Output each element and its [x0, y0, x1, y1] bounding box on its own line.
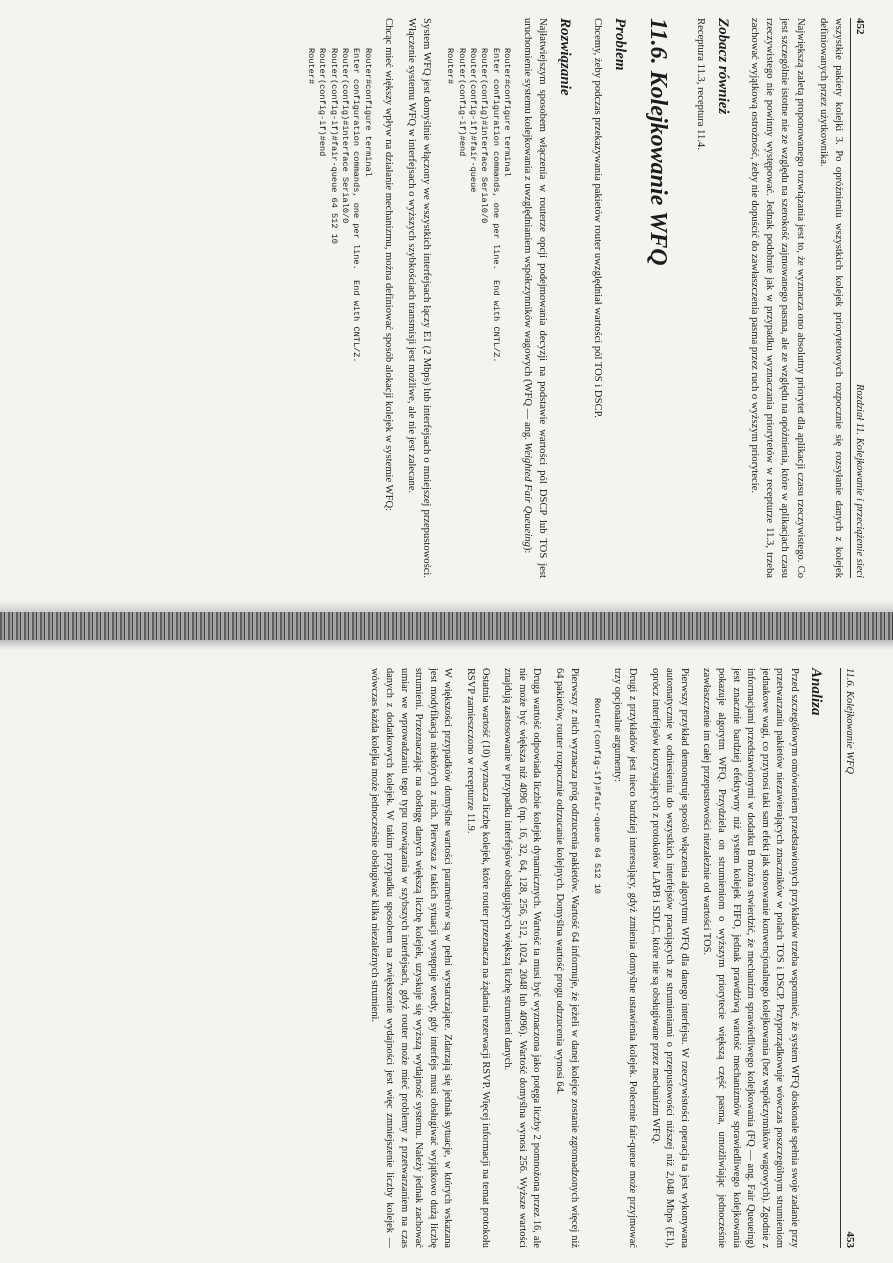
paragraph: Pierwszy z nich wyznacza próg odrzucenia pakietów. Wartość 64 informuje, że jeżeli w danej kolejce zostanie zgromadzonych więcej niż 64 pakietów, router rozpocznie odrzucanie kolejnych. Domyślna wartość progu odrzucenia wynosi 64.	[553, 668, 580, 1248]
page-452	[8, 0, 878, 600]
chapter-title: 11.6. Kolejkowanie WFQ	[644, 18, 671, 266]
code-listing: Router#configure terminal Enter configuration commands, one per line. End with CNTL/Z. Router(config)#interface Serial0/0 Router(config-if)#fair-queue Router(config-if)#end Router#	[445, 48, 512, 363]
section-heading-analysis: Analiza	[808, 668, 824, 716]
paragraph: wszystkie pakiety kolejki 3. Po opróżnieniu wszystkich kolejek priorytetowych rozpocznie się rozsyłanie danych z kolejek definiowanych przez użytkownika.	[817, 18, 844, 578]
paragraph: Chcąc mieć większy wpływ na działanie mechanizmu, można definiować sposób alokacji kolejek w systemie WFQ:	[382, 18, 394, 512]
code-listing: Router#configure terminal Enter configuration commands, one per line. End with CNTL/Z. Router(config)#interface Serial0/0 Router(config-if)#fair-queue 64 512 10 Router(config-if)#end Router#	[306, 48, 373, 363]
problem-text: Chcemy, żeby podczas przekazywania pakietów router uwzględniał wartości pól TOS i DSCP.	[591, 18, 603, 418]
paragraph: Drugi z przykładów jest nieco bardziej interesujący, gdyż zmienia domyślne ustawienia kolejek. Polecenie fair-queue może przyjmować trzy opcjonalne argumenty:	[612, 668, 639, 1248]
page-453-region	[0, 650, 893, 1263]
binding-shadow	[0, 600, 893, 612]
page-header	[840, 668, 856, 1248]
code-listing: Router(config-if)#fair-queue 64 512 10	[591, 698, 602, 894]
running-header: Rozdział 11. Kolejkowanie i przeciążenie sieci	[854, 383, 865, 578]
paragraph: Przed szczegółowym omówieniem przedstawionych przykładów trzeba wspomnieć, że system WFQ doskonale spełnia swoje zadanie przy przetwarzaniu pakietów niezawierających znaczników w polach TOS i DSCP. Przyporządkowuje wówczas poszczególnym strumieniom jednakowe wagi, co przynosi taki sam efekt jak stosowanie konwencjonalnego kolejkowania (bez współczynników wagowych). Zgodnie z informacjami przedstawionymi w dodatku B można stwierdzić, że mechanizm sprawiedliwego kolejkowania (FQ — ang. Fair Queueing) jest znacznie bardziej efektywny niż system kolejek FIFO, jednak prawdziwą wartość mechanizmów sprawiedliwego kolejkowania pokazuje algorytm WFQ. Przydziela on strumieniom o wyższym priorytecie większą część pasma, umożliwiając jednocześnie zawłaszczenie im całej przepustowości niezależnie od wartości TOS.	[701, 668, 800, 1248]
page-453-content	[30, 650, 870, 1250]
paragraph: System WFQ jest domyślnie włączony we wszystkich interfejsach łączy E1 (2 Mbps) lub interfejsach o mniejszej przepustowości. Włączenie systemu WFQ w interfejsach o wyższych szybkościach transmisji jest możliwe, ale nie jest zalecane.	[405, 18, 433, 578]
section-heading-solution: Rozwiązanie	[557, 18, 574, 96]
binding-shadow	[0, 640, 893, 650]
see-also-text: Receptura 11.3, receptura 11.4.	[694, 18, 706, 150]
page-number: 453	[844, 1231, 856, 1248]
paragraph: Druga wartość odpowiada liczbie kolejek dynamicznych. Wartość ta musi być wyznaczona jako potęga liczby 2 pomnożona przez 16, ale nie może być większa niż 4096 (np. 16, 32, 64, 128, 256, 512, 1024, 2048 lub 4096). Wartość domyślna wynosi 256. Wyższe wartości znajdują zastosowanie w przypadku interfejsów obsługujących większą liczbę strumieni danych.	[502, 668, 543, 1248]
page-number: 452	[854, 18, 866, 35]
solution-text: Najłatwiejszym sposobem włączenia w routerze opcji podejmowania decyzji na podstawie wartości pól DSCP lub TOS jest uruchomienie systemu kolejkowania z uwzględnianiem współczynników wagowych (WFQ — ang. Weighted Fair Queueing):	[522, 18, 549, 578]
emphasis: Weighted Fair Queueing	[522, 442, 534, 547]
paragraph: Największą zaletą proponowanego rozwiązania jest to, że wyznacza ono absolutny priorytet dla aplikacji czasu rzeczywistego. Co jest szczególnie istotne nie ze względu na szerokość zajmowanego pasma, ale ze względu na opóźnienia, które w aplikacjach czasu rzeczywistego nie powinny występować. Jednak podobnie jak w przypadku wyznaczania priorytetów w recepturze 11.3, trzeba zachować wyjątkową ostrożność, żeby nie dopuścić do zawłaszczenia pasma przez ruch o wyższym priorytecie.	[748, 18, 806, 578]
section-heading-problem: Problem	[611, 18, 628, 71]
page-header	[850, 18, 866, 578]
book-binding	[0, 612, 893, 640]
paragraph: Ostatnia wartość (10) wyznacza liczbę kolejek, które router przeznacza na żądania rezerwacji RSVP. Więcej informacji na temat protokołu RSVP zamieszczono w recepturze 11.9.	[465, 668, 491, 1248]
running-header: 11.6. Kolejkowanie WFQ	[844, 668, 855, 774]
section-heading-see-also: Zobacz również	[714, 18, 731, 115]
paragraph: Pierwszy przykład demonstruje sposób włączenia algorytmu WFQ dla danego interfejsu. W rzeczywistości operacja ta jest wykonywana automatycznie w odniesieniu do wszystkich interfejsów pracujących ze strumieniami o przepustowości niższej niż 2,048 Mbps (E1), oprócz interfejsów korzystających z protokołów LAPB i SDLC, które nie są obsługiwane przez mechanizm WFQ.	[649, 668, 690, 1248]
paragraph: W większości przypadków domyślne wartości parametrów są w pełni wystarczające. Zdarzają się jednak sytuacje, w których wskazana jest modyfikacja niektórych z nich. Pierwsza z takich sytuacji występuje wtedy, gdy interfejs musi obsługiwać wyjątkowo dużą liczbę strumieni. Przeznaczając na obsługę danych większą liczbę kolejek, uzyskuje się wyższą wydajność systemu. Należy jednak zachować umiar we wprowadzaniu tego typu rozwiązania w szybszych interfejsach, gdyż router może mieć problemy z przetwarzaniem na czas danych z dodatkowych kolejek. W takim przypadku sposobem na zwiększenie wydajności jest więc zmniejszenie liczby kolejek — wówczas każda kolejka może jednocześnie obsługiwać kilka niezależnych strumieni.	[369, 668, 454, 1248]
